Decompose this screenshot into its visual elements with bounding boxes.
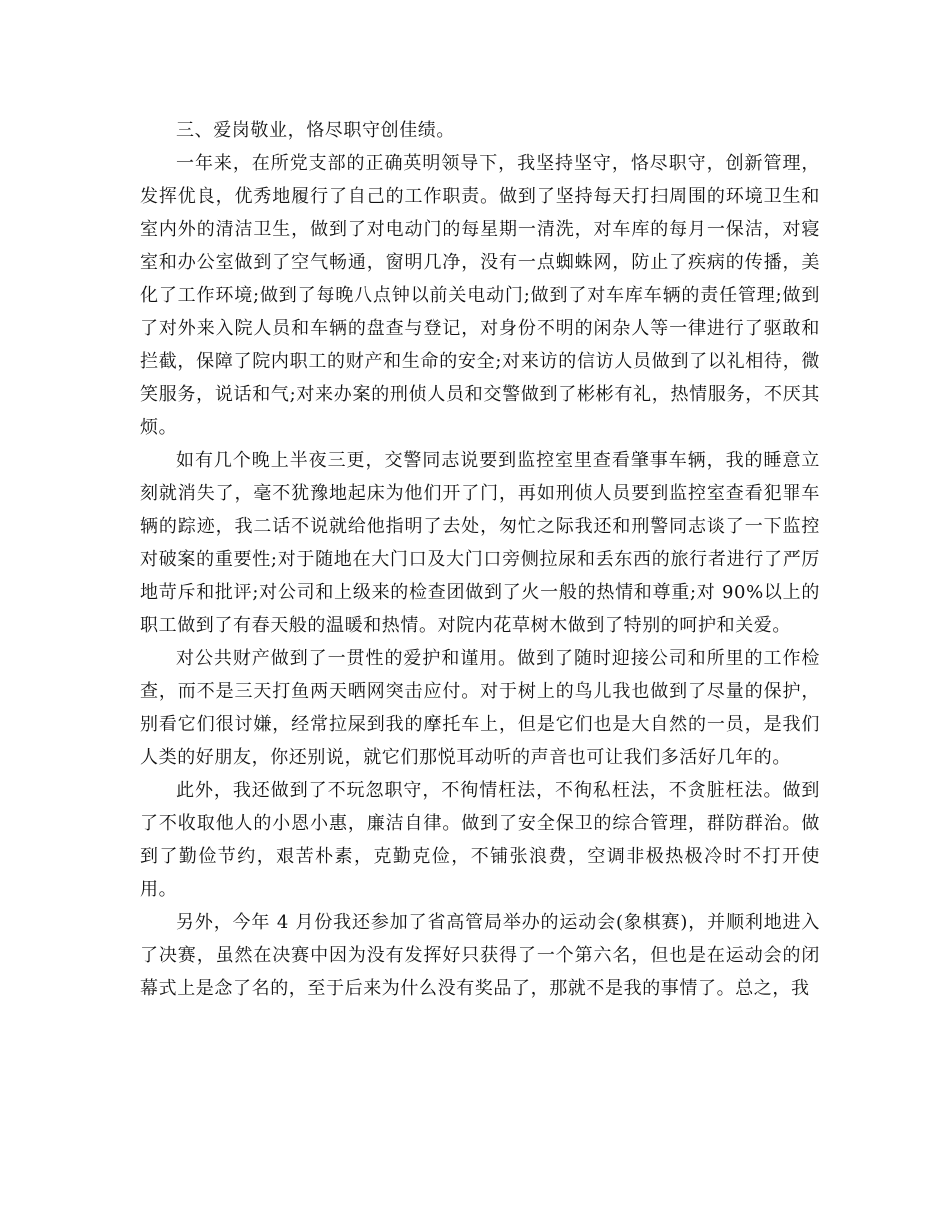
document-body [140, 114, 820, 1005]
paragraph: 一年来，在所党支部的正确英明领导下，我坚持坚守，恪尽职守，创新管理，发挥优良，优秀地履行了自己的工作职责。做到了坚持每天打扫周围的环境卫生和室内外的清洁卫生，做到了对电动门的每星期一清洗，对车库的每月一保洁，对寝室和办公室做到了空气畅通，窗明几净，没有一点蜘蛛网，防止了疾病的传播，美化了工作环境;做到了每晚八点钟以前关电动门;做到了对车库车辆的责任管理;做到了对外来入院人员和车辆的盘查与登记，对身份不明的闲杂人等一律进行了驱敢和拦截，保障了院内职工的财产和生命的安全;对来访的信访人员做到了以礼相待，微笑服务，说话和气;对来办案的刑侦人员和交警做到了彬彬有礼，热情服务，不厌其烦。 [140, 153, 820, 438]
paragraph: 如有几个晚上半夜三更，交警同志说要到监控室里查看肇事车辆，我的睡意立刻就消失了，毫不犹豫地起床为他们开了门，再如刑侦人员要到监控室查看犯罪车辆的踪迹，我二话不说就给他指明了去处，匆忙之际我还和刑警同志谈了一下监控对破案的重要性;对于随地在大门口及大门口旁侧拉尿和丢东西的旅行者进行了严厉地苛斥和批评;对公司和上级来的检查团做到了火一般的热情和尊重;对 90%以上的职工做到了有春天般的温暖和热情。对院内花草树木做到了特别的呵护和关爱。 [140, 450, 820, 636]
paragraph: 另外，今年 4 月份我还参加了省高管局举办的运动会(象棋赛)，并顺利地进入了决赛，虽然在决赛中因为没有发挥好只获得了一个第六名，但也是在运动会的闭幕式上是念了名的，至于后来为什么没有奖品了，那就不是我的事情了。总之，我 [140, 912, 820, 999]
paragraph: 此外，我还做到了不玩忽职守，不徇情枉法，不徇私枉法，不贪脏枉法。做到了不收取他人的小恩小惠，廉洁自律。做到了安全保卫的综合管理，群防群治。做到了勤俭节约，艰苦朴素，克勤克俭，不铺张浪费，空调非极热极冷时不打开使用。 [140, 780, 820, 900]
section-heading: 三、爱岗敬业，恪尽职守创佳绩。 [176, 120, 455, 141]
paragraph: 对公共财产做到了一贯性的爱护和谨用。做到了随时迎接公司和所里的工作检查，而不是三天打鱼两天晒网突击应付。对于树上的鸟儿我也做到了尽量的保护，别看它们很讨嫌，经常拉屎到我的摩托车上，但是它们也是大自然的一员，是我们人类的好朋友，你还别说，就它们那悦耳动听的声音也可让我们多活好几年的。 [140, 648, 820, 768]
